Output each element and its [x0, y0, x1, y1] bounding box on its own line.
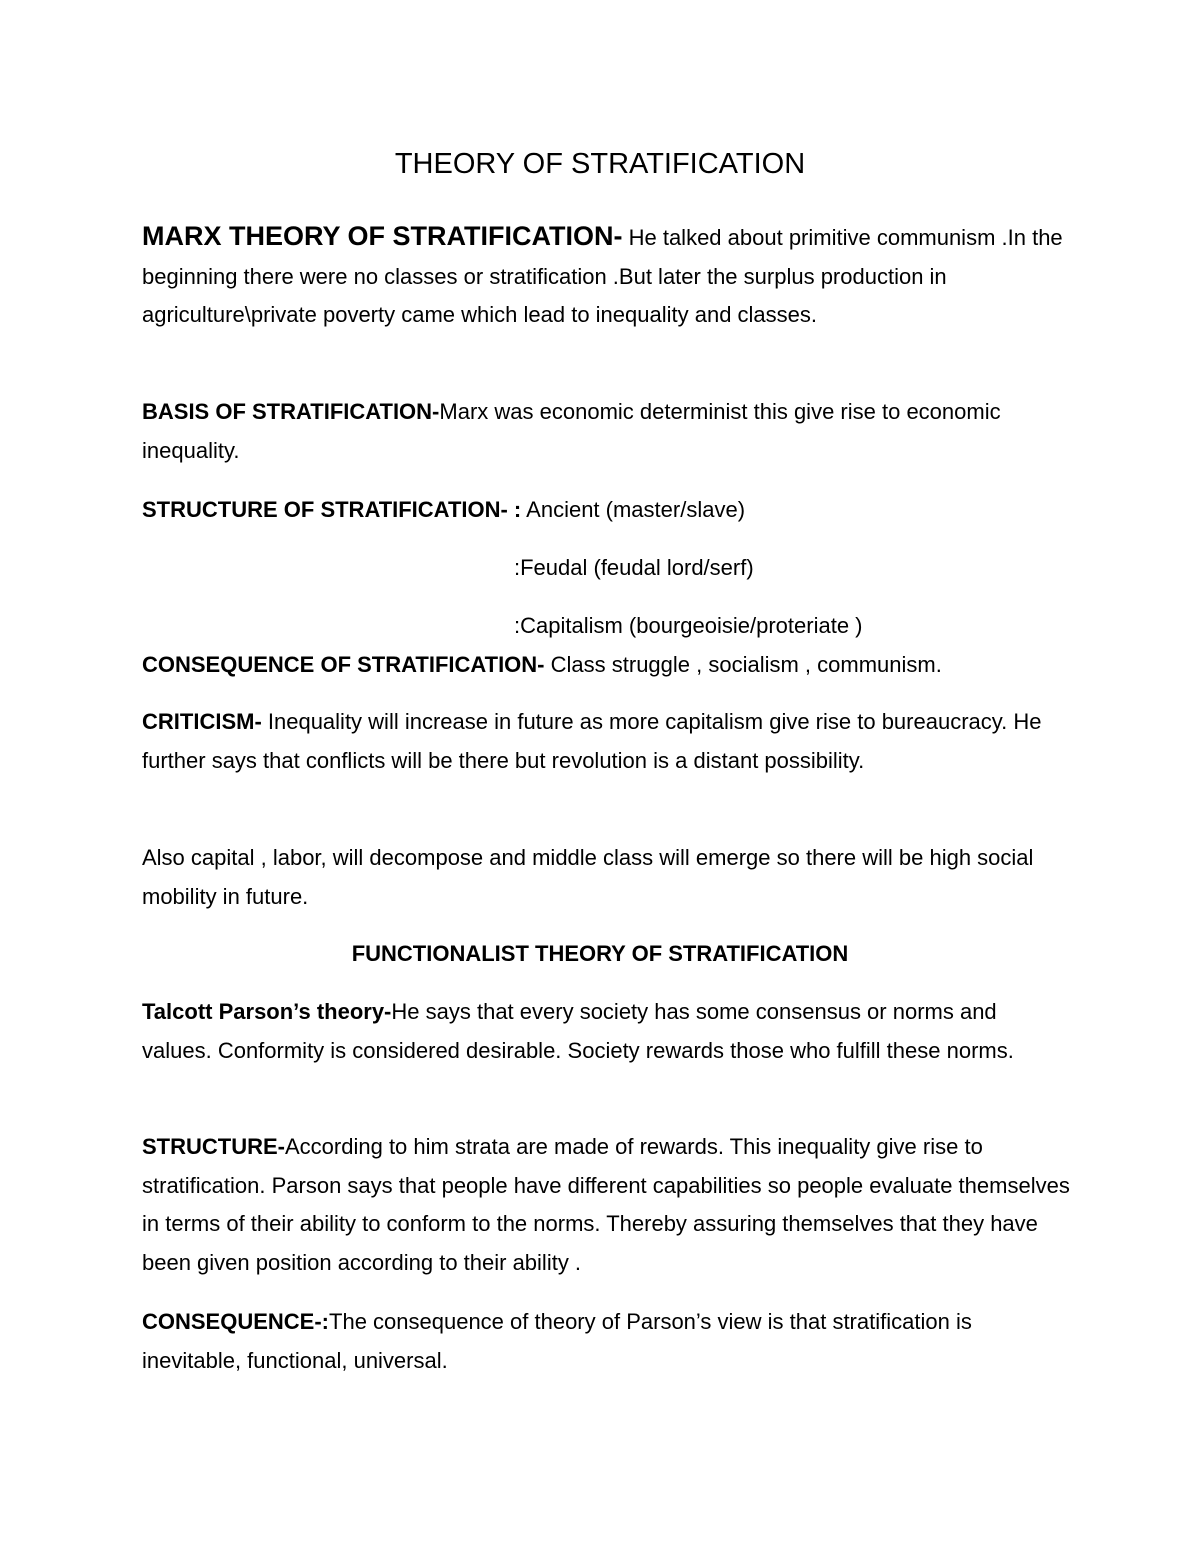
criticism-heading: CRITICISM- [142, 709, 262, 734]
structure2-heading: STRUCTURE- [142, 1134, 285, 1159]
criticism-text: Inequality will increase in future as more capitalism give rise to bureaucracy. He further says that conflicts will be there but revolution is a distant possibility. [142, 709, 1042, 773]
parson-text: He says that every society has some consensus or norms and values. Conformity is considered desirable. Society rewards those who fulfill these norms. [142, 999, 1014, 1063]
functionalist-heading: FUNCTIONALIST THEORY OF STRATIFICATION [351, 941, 849, 966]
parson-paragraph [142, 993, 1072, 1070]
structure-line [142, 491, 745, 529]
marx-text: He talked about primitive communism .In the beginning there were no classes or stratification .But later the surplus production in agriculture\private poverty came which lead to inequality and classes. [142, 225, 1063, 327]
criticism-paragraph [142, 703, 1072, 780]
structure2-text: According to him strata are made of rewards. This inequality give rise to stratification. Parson says that people have different capabilities so people evaluate themselves in terms of their ability to conform to the norms. Thereby assuring themselves that they have been given position according to their ability . [142, 1134, 1070, 1275]
also-paragraph: Also capital , labor, will decompose and middle class will emerge so there will be high social mobility in future. [142, 845, 1034, 909]
document-title: THEORY OF STRATIFICATION [394, 148, 806, 180]
basis-paragraph [142, 393, 1072, 470]
basis-text: Marx was economic determinist this give rise to economic inequality. [142, 399, 1001, 463]
consequence-heading: CONSEQUENCE OF STRATIFICATION- [142, 652, 545, 677]
structure-item-capitalism: :Capitalism (bourgeoisie/proteriate ) [514, 613, 863, 638]
marx-heading: MARX THEORY OF STRATIFICATION- [142, 221, 623, 251]
consequence2-heading: CONSEQUENCE-: [142, 1309, 330, 1334]
consequence2-paragraph [142, 1303, 1072, 1380]
structure-item-feudal: :Feudal (feudal lord/serf) [514, 555, 754, 580]
marx-paragraph [142, 217, 1072, 335]
consequence2-text: The consequence of theory of Parson’s view is that stratification is inevitable, functional, universal. [142, 1309, 972, 1373]
consequence-text: Class struggle , socialism , communism. [544, 652, 942, 677]
parson-heading: Talcott Parson’s theory- [142, 999, 392, 1024]
structure-heading: STRUCTURE OF STRATIFICATION- : [142, 497, 522, 522]
structure-item-ancient: Ancient (master/slave) [521, 497, 746, 522]
basis-heading: BASIS OF STRATIFICATION- [142, 399, 440, 424]
structure2-paragraph [142, 1128, 1072, 1282]
consequence-line [142, 646, 942, 684]
